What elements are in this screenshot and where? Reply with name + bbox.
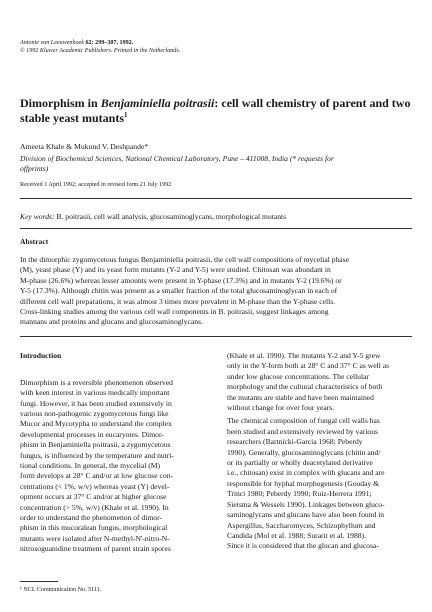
body-line: Dimorphism is a reversible phenomenon observed	[20, 377, 173, 387]
abstract-line: M-phase (26.6%) whereas lesser amounts were present in Y-phase (17.3%) and in mutants Y-2 (19.6%) or	[20, 275, 342, 285]
divider-abstract	[20, 336, 412, 337]
body-line: 1990). Generally, glucosaminoglycans (chitin and/	[227, 447, 381, 457]
title-footnote-mark: 1	[124, 110, 128, 119]
body-line: Mucor and Mycotypha to understand the complex	[20, 419, 172, 429]
body-line: fungi. However, it has been studied extensively in	[20, 398, 172, 408]
body-line: without change for over four years.	[227, 403, 335, 413]
keywords-text: B. poitrasii, cell wall analysis, glucosaminoglycans, morphological mutants	[56, 212, 287, 221]
abstract-line: (M), yeast phase (Y) and its yeast form mutants (Y-2 and Y-5) were studied. Chitosan was abundant in	[20, 265, 331, 275]
body-line: (Khale et al. 1990). The mutants Y-2 and Y-5 grew	[227, 351, 381, 360]
received-dates: Received 1 April 1992; accepted in revised form 21 July 1992	[20, 182, 172, 188]
divider-top	[20, 198, 412, 199]
abstract-line: mannans and proteins and glucans and glucosaminoglycans.	[20, 317, 203, 327]
affiliation	[20, 154, 412, 174]
keywords-label: Key words:	[20, 212, 55, 221]
body-line: phism in Benjaminiella poitrasii, a zygomycetous	[20, 440, 171, 450]
body-line: Trinci 1980; Peberdy 1990; Ruiz-Herrera 1991;	[227, 489, 372, 499]
body-line: developmental processes in eucaryotes. Dimor-	[20, 429, 164, 439]
left-column	[20, 351, 208, 555]
abstract-line: Cross-linking studies among the various cell wall components in B. poitrasii, suggest linkages among	[20, 307, 329, 317]
body-line: Since it is considered that the glucan and glucosa-	[227, 541, 379, 551]
abstract-heading: Abstract	[20, 237, 49, 246]
body-line: nitrosoguanidine treatment of parent strain spores	[20, 544, 171, 554]
abstract-line: Y-5 (17.3%). Although chitin was present as a smaller fraction of the total glucosaminoglycan in each of	[20, 286, 338, 296]
body-line: i.e., chitosan) exist in complex with glucans and are	[227, 468, 385, 478]
abstract-line: In the dimorphic zygomycetous fungus Benjaminiella poitrasii, the cell wall compositions of mycelial phase	[20, 255, 349, 264]
body-line: researchers (Bartnicki-Garcia 1968; Peberdy	[227, 437, 363, 447]
body-line: morphology and the cultural characteristics of both	[227, 382, 383, 392]
body-line: Aspergillus, Saccharomyces, Schizophyllum and	[227, 520, 376, 530]
body-line: only in the Y-form both at 28° C and 37° C as well as	[227, 361, 390, 371]
body-line: opment occurs at 37° C and/or at higher glucose	[20, 492, 167, 502]
body-line: responsible for hyphal morphogenesis (Gooday &	[227, 478, 380, 488]
body-line: concentration (> 5%, w/v) (Khale et al. 1990). In	[20, 502, 169, 512]
affiliation-line: offprints)	[20, 164, 49, 173]
journal-name: Antonie van Leeuwenhoek	[20, 40, 84, 46]
keywords	[20, 212, 286, 221]
right-column	[227, 351, 415, 552]
journal-volume: 62: 299–307, 1992.	[85, 40, 134, 46]
body-line: fungus, is influenced by the temperature and nutri-	[20, 450, 174, 460]
title-organism: Benjaminiella poitrasii	[100, 96, 215, 110]
body-line: centrations (< 1%, w/v) whereas yeast (Y) devel-	[20, 481, 170, 491]
body-line: form develops at 28° C and/or at low glucose con-	[20, 471, 173, 481]
article-title	[20, 96, 420, 125]
introduction-heading: Introduction	[20, 351, 62, 360]
divider-keywords	[20, 228, 412, 229]
footnote-divider	[20, 581, 58, 582]
authors: Ameeta Khale & Mukund V. Deshpande*	[20, 142, 149, 151]
title-line2: stable yeast mutants	[20, 110, 124, 125]
abstract-line: different cell wall preparations, it was almost 3 times more prevalent in M-phase than the Y-phase cells.	[20, 296, 336, 306]
body-line: tional conditions. In general, the mycelial (M)	[20, 461, 161, 471]
body-line: order to understand the phenomenon of dimor-	[20, 513, 162, 523]
footnote: ¹ NCL Communication No. 5111.	[20, 587, 102, 593]
title-prefix: Dimorphism in	[20, 96, 101, 110]
abstract-body	[20, 255, 412, 328]
copyright-line: © 1992 Kluwer Academic Publishers. Printed in the Netherlands.	[20, 48, 181, 55]
journal-header	[20, 39, 180, 56]
body-line: various non-pathogenic zygomycetous fungi like	[20, 409, 169, 419]
journal-citation-line	[20, 39, 180, 47]
body-line: or its partially or wholly deacetylated derivative	[227, 458, 373, 468]
body-line: under low glucose concentrations. The cellular	[227, 371, 369, 381]
body-line: mutants were isolated after N-methyl-N'-nitro-N-	[20, 533, 170, 543]
body-line: Sietsma & Wessels 1990). Linkages between gluco-	[227, 499, 385, 509]
title-line1-rest: : cell wall chemistry of parent and two	[214, 96, 411, 110]
body-line: The chemical composition of fungal cell walls has	[227, 416, 380, 426]
body-line: saminoglycans and glucans have also been found in	[227, 510, 385, 520]
body-line: Candida (Mol et al. 1988; Surarit et al. 1988).	[227, 530, 366, 540]
affiliation-line: Division of Biochemical Sciences, National Chemical Laboratory, Pune – 411008, India (* requests for	[20, 154, 334, 163]
body-line: phism in this mucoralean fungus, morphological	[20, 523, 168, 533]
body-line: been studied and extensively reviewed by various	[227, 426, 378, 436]
body-line: the mutants are stable and have been maintained	[227, 392, 374, 402]
body-line: with keen interest in various medically important	[20, 388, 170, 398]
